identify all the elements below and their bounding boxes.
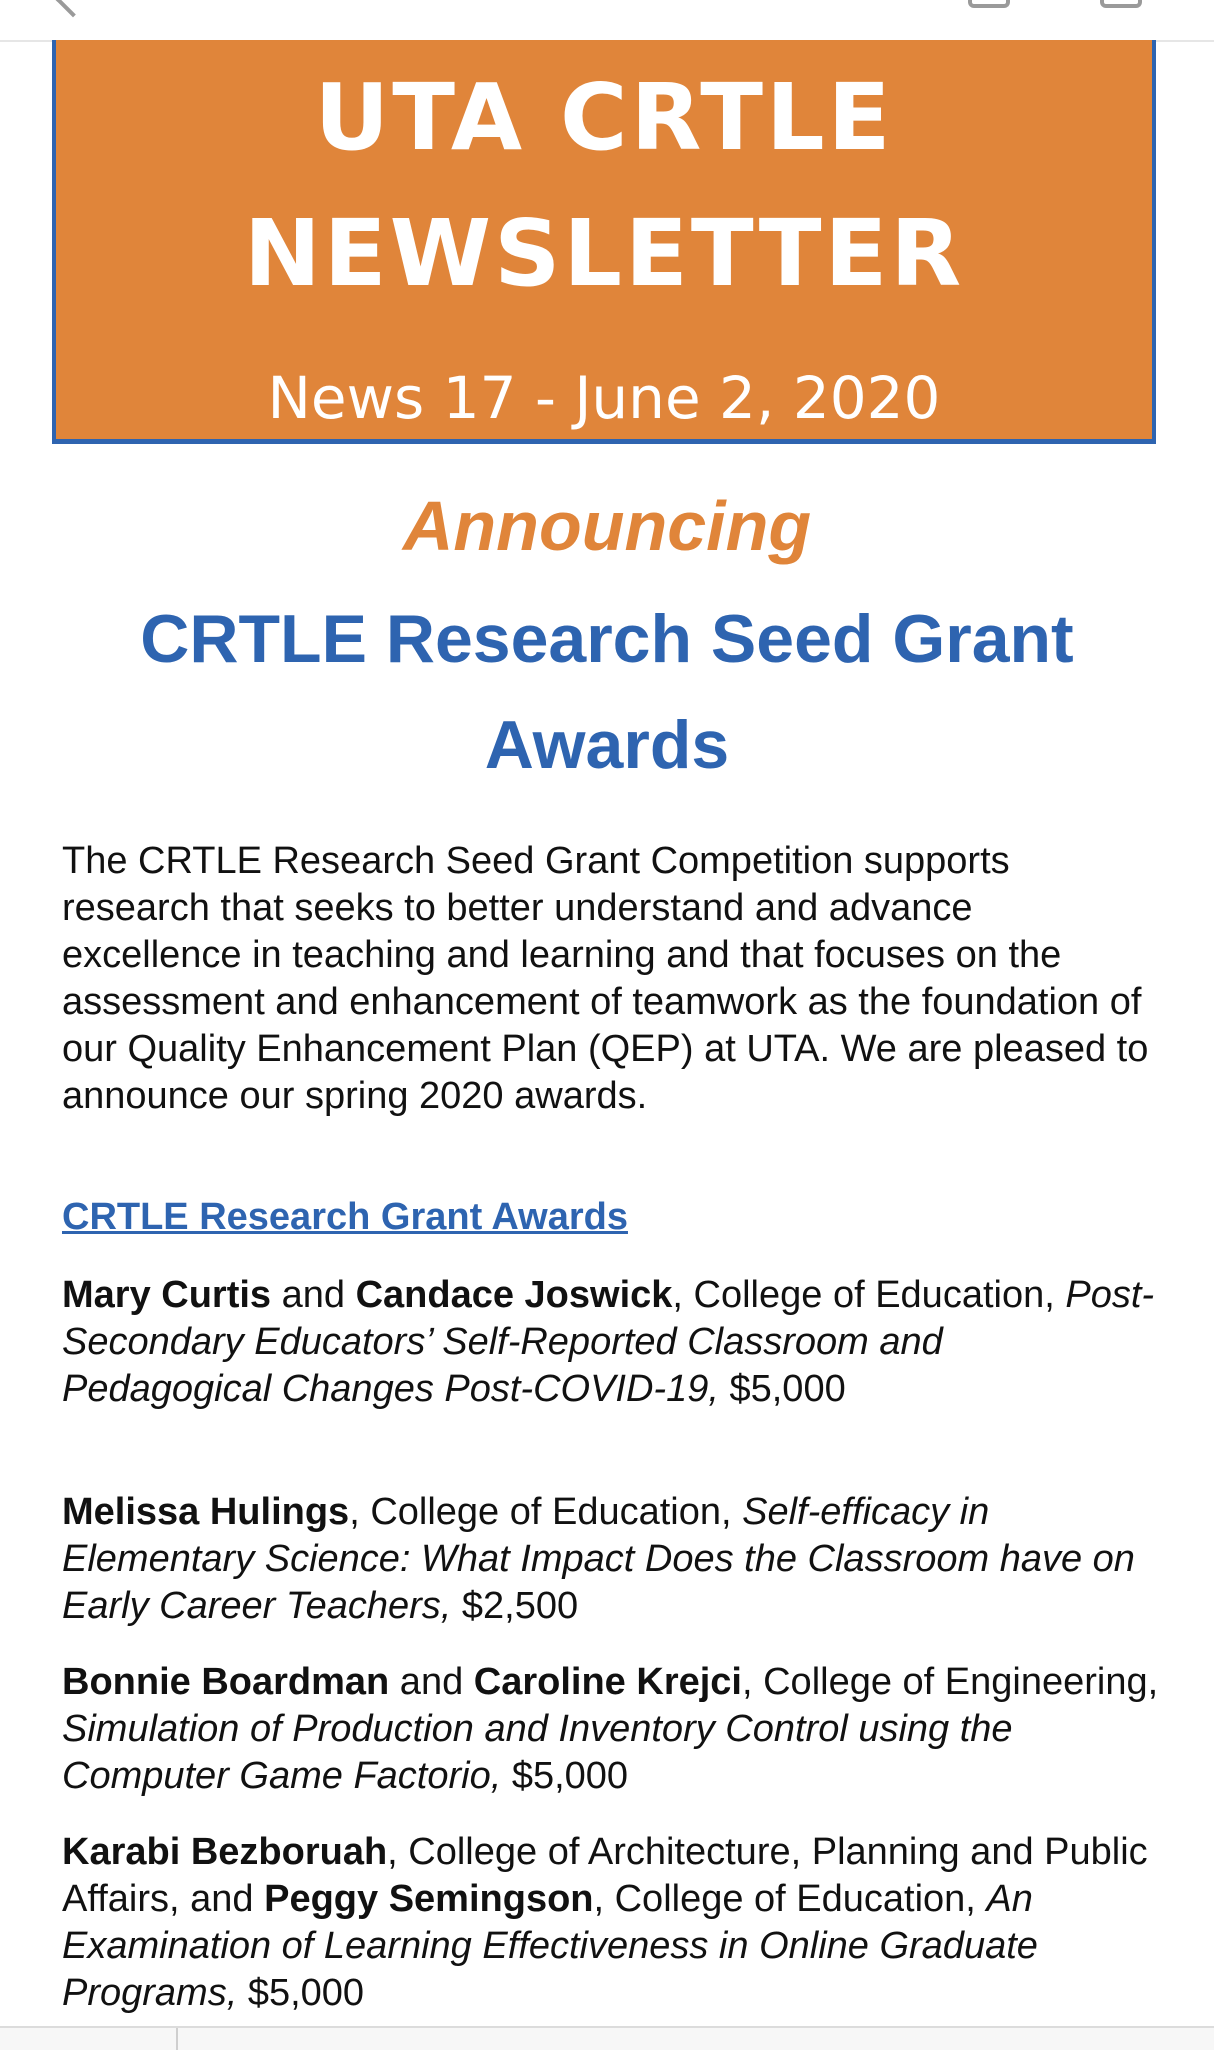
name-joiner: , College of Architecture, Planning and Public Affairs, and — [62, 1831, 1148, 1920]
banner-title-line1: UTA CRTLE — [314, 64, 894, 171]
awardee-name: Caroline Krejci — [473, 1661, 742, 1703]
browser-bottom-bar — [0, 2026, 1214, 2050]
project-title: An Examination of Learning Effectiveness in Online Graduate Programs, — [62, 1878, 1038, 2014]
name-joiner: and — [271, 1274, 356, 1316]
awardee-name: Melissa Hulings — [62, 1491, 350, 1533]
browser-top-bar — [0, 0, 1214, 42]
awardee-name: Peggy Semingson — [264, 1878, 594, 1920]
award-entry — [62, 1659, 1162, 1800]
award-entry — [62, 1489, 1162, 1630]
banner-subtitle: News 17 - June 2, 2020 — [267, 364, 941, 432]
project-title: Self-efficacy in Elementary Science: What Impact Does the Classroom have on Early Career Teachers, — [62, 1491, 1135, 1627]
awardee-name: Bonnie Boardman — [62, 1661, 390, 1703]
announcement-kicker: Announcing — [402, 487, 812, 565]
intro-paragraph: The CRTLE Research Seed Grant Competition supports research that seeks to better understand and advance excellence in teaching and learning and that focuses on the assessment and enhancement of teamwork as the foundation of our Quality Enhancement Plan (QEP) at UTA. We are pleased to announce our spring 2020 awards. — [62, 840, 1149, 1117]
project-title: Post-Secondary Educators’ Self-Reported Classroom and Pedagogical Changes Post-COVID-19, — [62, 1274, 1155, 1410]
award-entry — [62, 1272, 1162, 1413]
awardee-name: Karabi Bezboruah — [62, 1831, 388, 1873]
newsletter-banner — [52, 40, 1156, 444]
affiliation: , College of Engineering, — [742, 1661, 1159, 1703]
announcement-title: CRTLE Research Seed Grant Awards — [140, 601, 1074, 783]
award-amount: $5,000 — [501, 1755, 629, 1797]
award-amount: $5,000 — [718, 1368, 846, 1410]
award-amount: $5,000 — [237, 1972, 365, 2014]
name-joiner: and — [389, 1661, 474, 1703]
toolbar-divider — [176, 2028, 178, 2050]
back-chevron-icon[interactable] — [55, 0, 92, 17]
menu-icon[interactable] — [1100, 0, 1142, 8]
tabs-icon[interactable] — [968, 0, 1010, 8]
awards-link[interactable]: CRTLE Research Grant Awards — [62, 1196, 628, 1238]
project-title: Simulation of Production and Inventory Control using the Computer Game Factorio, — [62, 1708, 1013, 1797]
affiliation: , College of Education, — [593, 1878, 987, 1920]
awardee-name: Mary Curtis — [62, 1274, 272, 1316]
award-entry — [62, 1829, 1162, 2017]
banner-title-line2: NEWSLETTER — [243, 200, 965, 307]
affiliation: , College of Education, — [672, 1274, 1066, 1316]
affiliation: , College of Education, — [349, 1491, 743, 1533]
awardee-name: Candace Joswick — [355, 1274, 673, 1316]
award-amount: $2,500 — [451, 1585, 579, 1627]
